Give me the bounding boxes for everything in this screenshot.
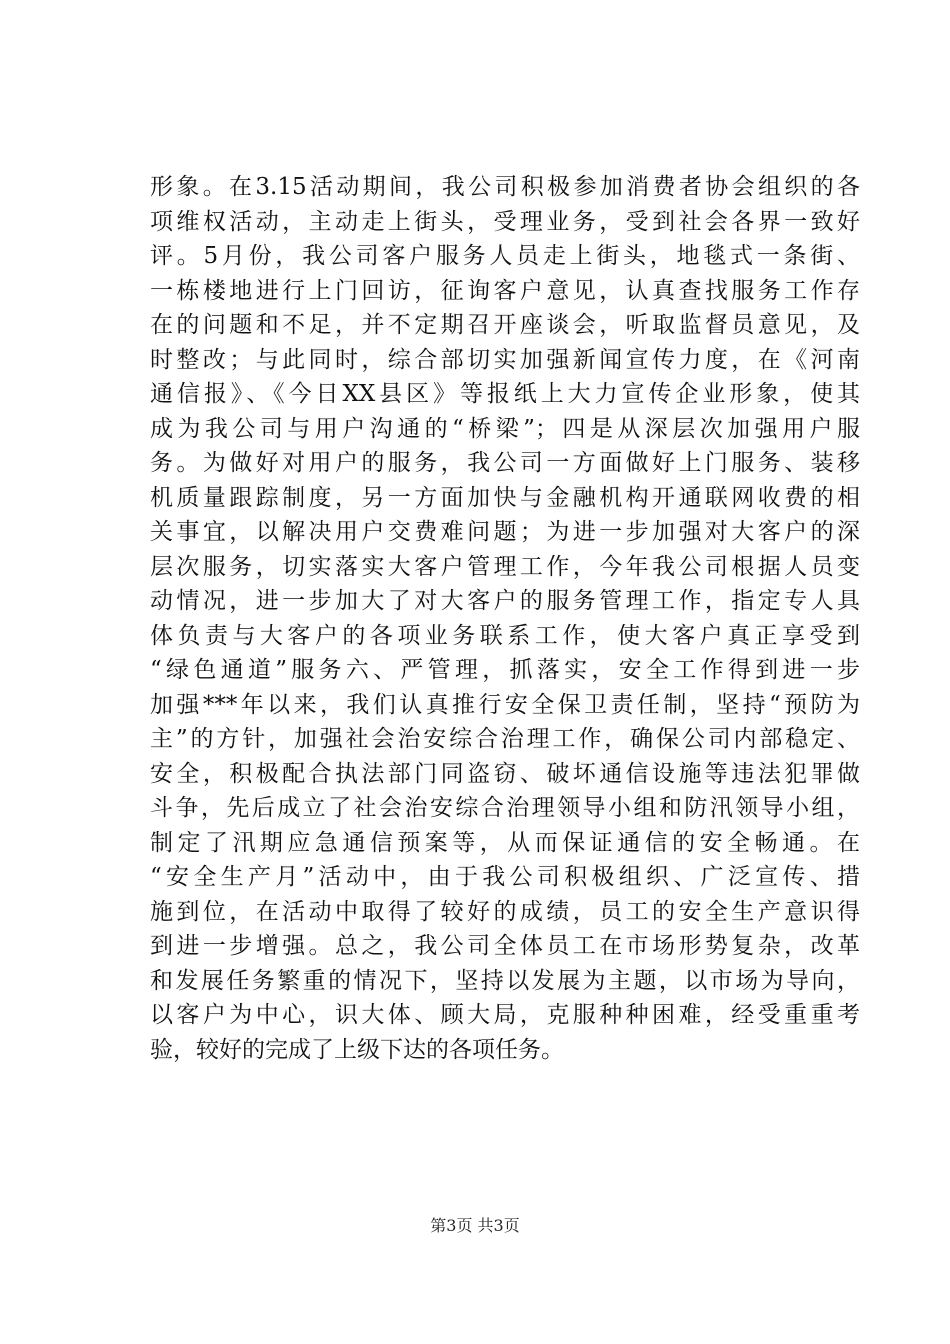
- text-line: “安全生产月”活动中，由于我公司积极组织、广泛宣传、措: [150, 864, 860, 890]
- text-line: 斗争，先后成立了社会治安综合治理领导小组和防汛领导小组，: [150, 795, 860, 821]
- text-line: 施到位，在活动中取得了较好的成绩，员工的安全生产意识得: [150, 898, 860, 925]
- text-line: 层次服务，切实落实大客户管理工作，今年我公司根据人员变: [150, 553, 860, 580]
- text-line: 以客户为中心，识大体、顾大局，克服种种困难，经受重重考: [150, 1002, 860, 1028]
- text-line: 时整改；与此同时，综合部切实加强新闻宣传力度，在《河南: [150, 346, 860, 373]
- text-line: 评。5月份，我公司客户服务人员走上街头，地毯式一条街、: [150, 243, 860, 269]
- text-line: 一栋楼地进行上门回访，征询客户意见，认真查找服务工作存: [150, 277, 860, 304]
- text-line: 到进一步增强。总之，我公司全体员工在市场形势复杂，改革: [150, 933, 860, 959]
- text-line: 安全，积极配合执法部门同盗窃、破坏通信设施等违法犯罪做: [150, 760, 860, 787]
- text-line: 验，较好的完成了上级下达的各项任务。: [150, 1036, 564, 1063]
- page-footer: [0, 1216, 950, 1236]
- text-line: 形象。在3.15活动期间，我公司积极参加消费者协会组织的各: [150, 174, 860, 200]
- text-line: 主”的方针，加强社会治安综合治理工作，确保公司内部稳定、: [150, 726, 860, 752]
- text-line: 通信报》、《今日XX县区》等报纸上大力宣传企业形象，使其: [150, 381, 860, 407]
- text-line: 制定了汛期应急通信预案等，从而保证通信的安全畅通。在: [150, 829, 860, 856]
- body-text: [150, 170, 860, 1067]
- text-line: 成为我公司与用户沟通的“桥梁”；四是从深层次加强用户服: [150, 415, 860, 442]
- text-line: 和发展任务繁重的情况下，坚持以发展为主题，以市场为导向，: [150, 967, 860, 994]
- page-number-label: 第3页 共3页: [430, 1216, 520, 1235]
- text-line: 动情况，进一步加大了对大客户的服务管理工作，指定专人具: [150, 588, 860, 614]
- text-line: 务。为做好对用户的服务，我公司一方面做好上门服务、装移: [150, 450, 860, 476]
- text-line: 关事宜，以解决用户交费难问题；为进一步加强对大客户的深: [150, 519, 860, 545]
- text-line: 在的问题和不足，并不定期召开座谈会，听取监督员意见，及: [150, 312, 860, 338]
- text-line: 加强***年以来，我们认真推行安全保卫责任制，坚持“预防为: [150, 691, 860, 718]
- text-line: 项维权活动，主动走上街头，受理业务，受到社会各界一致好: [150, 208, 860, 235]
- text-line: “绿色通道”服务六、严管理，抓落实，安全工作得到进一步: [150, 657, 860, 683]
- text-line: 机质量跟踪制度，另一方面加快与金融机构开通联网收费的相: [150, 484, 860, 511]
- text-line: 体负责与大客户的各项业务联系工作，使大客户真正享受到: [150, 622, 860, 649]
